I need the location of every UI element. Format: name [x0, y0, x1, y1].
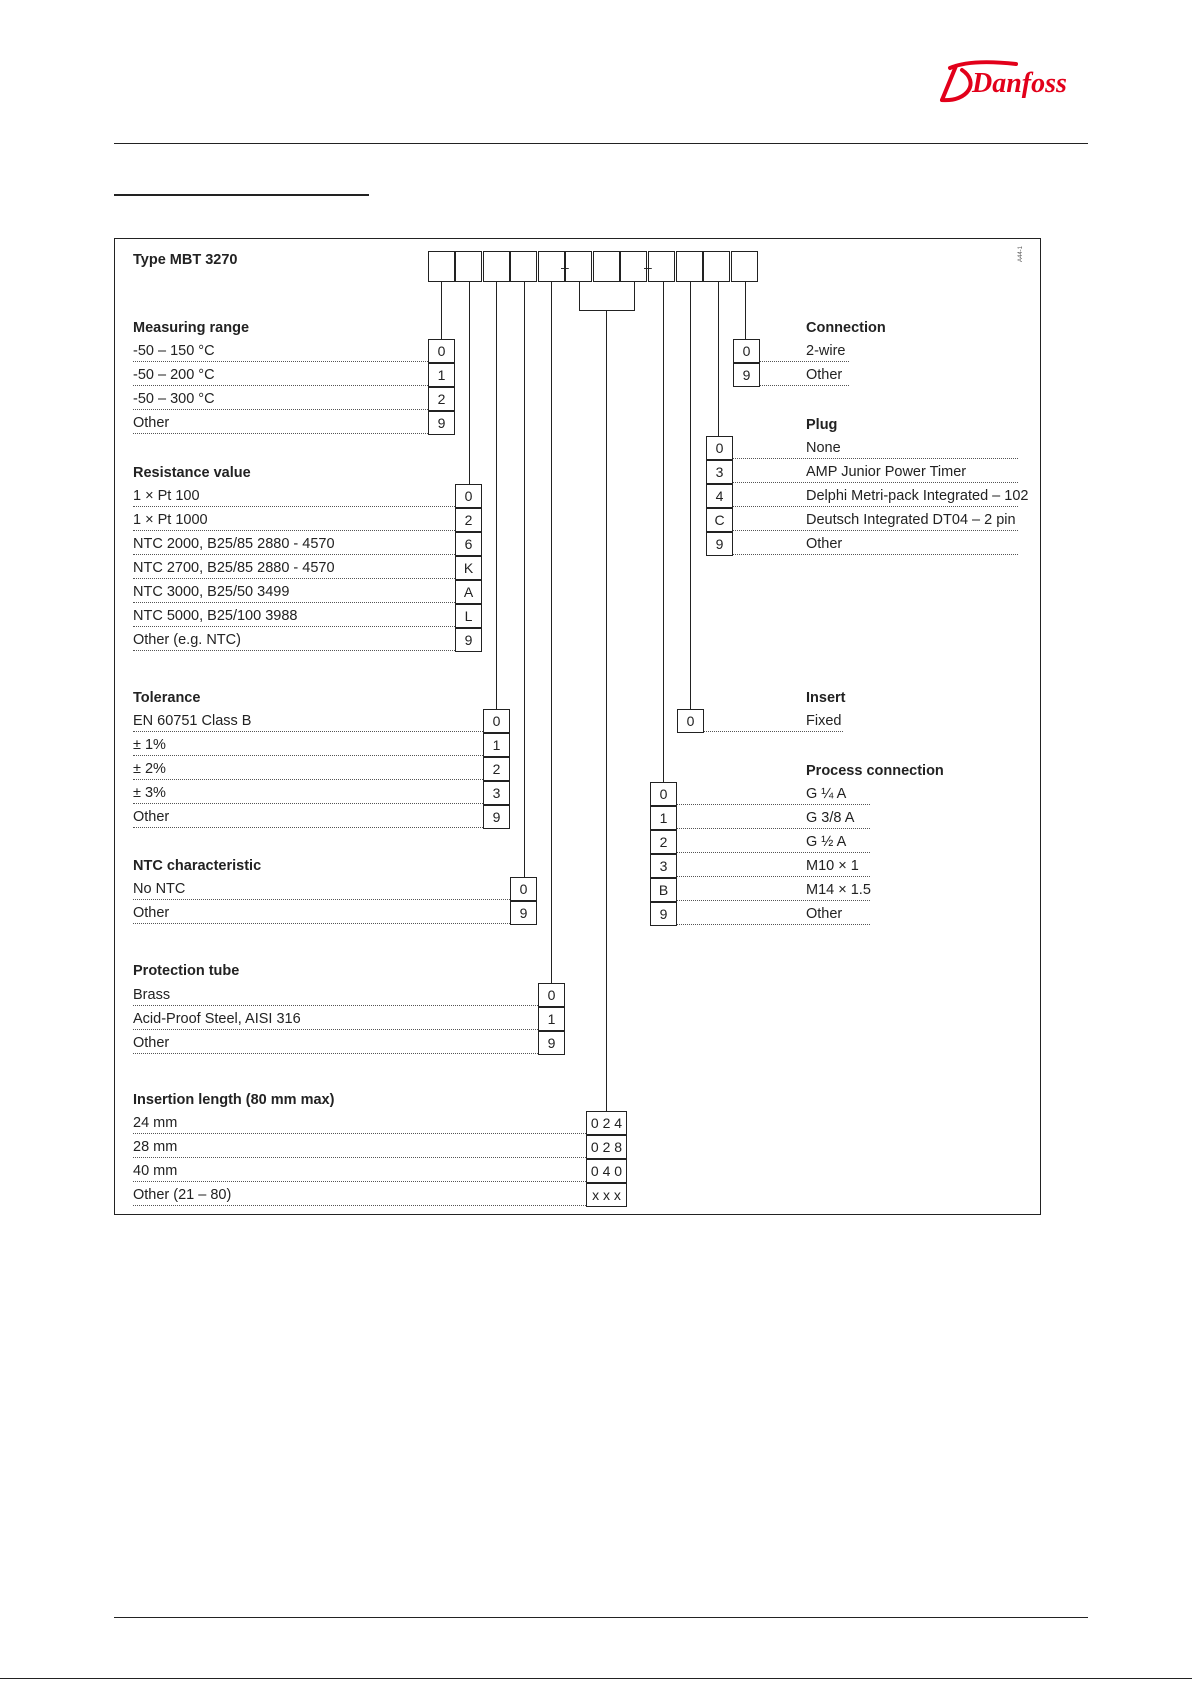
- option-row: [0, 983, 1192, 1007]
- option-code: 0: [677, 709, 704, 733]
- svg-text:Danfoss: Danfoss: [972, 68, 1067, 99]
- option-label: Other: [806, 906, 843, 922]
- option-row: [0, 436, 1192, 460]
- connector-line: [441, 282, 442, 339]
- option-row: [0, 1159, 1192, 1183]
- leader-dots: [733, 482, 1018, 483]
- connector-line: [579, 310, 635, 311]
- drawing-reference: A44-1: [1018, 245, 1024, 262]
- option-row: [0, 902, 1192, 926]
- option-code: 0 4 0: [586, 1159, 627, 1183]
- leader-dots: [133, 1053, 538, 1054]
- connector-line: [469, 484, 470, 485]
- leader-dots: [133, 602, 455, 603]
- leader-dots: [133, 1133, 586, 1134]
- type-code-box: [676, 251, 703, 282]
- group-heading: Process connection: [806, 763, 944, 779]
- connector-line: [496, 709, 497, 710]
- option-row: [0, 733, 1192, 757]
- option-label: Acid-Proof Steel, AISI 316: [133, 1011, 301, 1027]
- connector-line: [469, 282, 470, 484]
- option-label: Other: [133, 905, 170, 921]
- option-label: G ½ A: [806, 834, 847, 850]
- option-code: A: [455, 580, 482, 604]
- group-heading: Resistance value: [133, 465, 251, 481]
- leader-dots: [733, 458, 1018, 459]
- option-row: [0, 484, 1192, 508]
- danfoss-logo: [928, 52, 1088, 112]
- option-code: 2: [650, 830, 677, 854]
- option-code: 0: [455, 484, 482, 508]
- option-code: 9: [706, 532, 733, 556]
- leader-dots: [677, 876, 870, 877]
- option-row: [0, 709, 1192, 733]
- leader-dots: [733, 506, 1018, 507]
- leader-dots: [760, 361, 849, 362]
- option-code: 9: [483, 805, 510, 829]
- option-label: Other: [133, 1035, 170, 1051]
- option-row: [0, 604, 1192, 628]
- option-label: None: [806, 440, 841, 456]
- option-code: 1: [483, 733, 510, 757]
- option-code: 3: [483, 781, 510, 805]
- option-label: NTC 3000, B25/50 3499: [133, 584, 290, 600]
- option-label: ± 3%: [133, 785, 166, 801]
- connector-line: [663, 282, 664, 782]
- type-code-box: [731, 251, 758, 282]
- option-code: 0: [706, 436, 733, 460]
- leader-dots: [133, 1157, 586, 1158]
- option-code: C: [706, 508, 733, 532]
- option-row: [0, 782, 1192, 806]
- option-row: [0, 1135, 1192, 1159]
- section-title-underline: [114, 194, 369, 196]
- leader-dots: [133, 1005, 538, 1006]
- option-row: [0, 1183, 1192, 1207]
- type-code-box: [648, 251, 675, 282]
- option-label: AMP Junior Power Timer: [806, 464, 967, 480]
- option-code: 0 2 4: [586, 1111, 627, 1135]
- option-label: -50 – 300 °C: [133, 391, 215, 407]
- header-rule: [114, 143, 1088, 144]
- option-label: NTC 2700, B25/85 2880 - 4570: [133, 560, 335, 576]
- leader-dots: [133, 409, 428, 410]
- group-heading: Insert: [806, 690, 846, 706]
- option-row: [0, 628, 1192, 652]
- type-code-box: [510, 251, 537, 282]
- option-label: Other (21 – 80): [133, 1187, 232, 1203]
- option-code: 9: [428, 411, 455, 435]
- group-heading: Protection tube: [133, 963, 240, 979]
- option-row: [0, 387, 1192, 411]
- option-row: [0, 1031, 1192, 1055]
- option-code: 0: [428, 339, 455, 363]
- group-heading: Connection: [806, 320, 886, 336]
- option-label: 1 × Pt 1000: [133, 512, 208, 528]
- leader-dots: [133, 1205, 586, 1206]
- group-heading: Measuring range: [133, 320, 250, 336]
- connector-line: [718, 282, 719, 436]
- connector-line: [551, 282, 552, 983]
- type-code-box: [703, 251, 730, 282]
- leader-dots: [677, 804, 870, 805]
- type-code-box: [565, 251, 592, 282]
- option-label: Other: [133, 809, 170, 825]
- leader-dots: [133, 626, 455, 627]
- option-row: [0, 411, 1192, 435]
- option-label: Other: [806, 367, 843, 383]
- dash-separator: –: [644, 259, 652, 275]
- option-code: 0: [483, 709, 510, 733]
- option-label: No NTC: [133, 881, 186, 897]
- option-code: 9: [538, 1031, 565, 1055]
- option-code: 9: [455, 628, 482, 652]
- connector-line: [745, 282, 746, 339]
- option-row: [0, 556, 1192, 580]
- option-label: 2-wire: [806, 343, 846, 359]
- option-code: 0: [510, 877, 537, 901]
- option-row: [0, 1111, 1192, 1135]
- option-code: 2: [483, 757, 510, 781]
- connector-line: [690, 282, 691, 709]
- option-label: EN 60751 Class B: [133, 713, 252, 729]
- option-label: -50 – 150 °C: [133, 343, 215, 359]
- footer-rule: [114, 1617, 1088, 1618]
- dash-separator: –: [561, 259, 569, 275]
- option-label: M14 × 1.5: [806, 882, 871, 898]
- option-label: ± 2%: [133, 761, 166, 777]
- option-code: 1: [428, 363, 455, 387]
- option-row: [0, 830, 1192, 854]
- option-code: x x x: [586, 1183, 627, 1207]
- option-label: 40 mm: [133, 1163, 178, 1179]
- connector-line: [524, 877, 525, 878]
- option-row: [0, 460, 1192, 484]
- type-code-box: [428, 251, 455, 282]
- connector-line: [634, 282, 635, 310]
- option-code: 0: [538, 983, 565, 1007]
- option-code: 2: [428, 387, 455, 411]
- leader-dots: [677, 924, 870, 925]
- leader-dots: [133, 755, 483, 756]
- option-label: 28 mm: [133, 1139, 178, 1155]
- option-code: 0: [650, 782, 677, 806]
- option-code: 3: [706, 460, 733, 484]
- option-row: [0, 878, 1192, 902]
- group-heading: NTC characteristic: [133, 858, 262, 874]
- option-code: 1: [650, 806, 677, 830]
- leader-dots: [704, 731, 843, 732]
- option-row: [0, 339, 1192, 363]
- option-label: 1 × Pt 100: [133, 488, 200, 504]
- leader-dots: [733, 554, 1018, 555]
- leader-dots: [133, 779, 483, 780]
- option-row: [0, 806, 1192, 830]
- option-code: 6: [455, 532, 482, 556]
- group-heading: Plug: [806, 417, 838, 433]
- connector-line: [496, 282, 497, 709]
- option-label: 24 mm: [133, 1115, 178, 1131]
- connector-line: [441, 339, 442, 340]
- option-code: L: [455, 604, 482, 628]
- option-label: ± 1%: [133, 737, 166, 753]
- option-code: 1: [538, 1007, 565, 1031]
- type-code-box: [593, 251, 620, 282]
- option-row: [0, 854, 1192, 878]
- option-code: K: [455, 556, 482, 580]
- option-label: Deutsch Integrated DT04 – 2 pin: [806, 512, 1016, 528]
- option-label: Brass: [133, 987, 171, 1003]
- option-label: Fixed: [806, 713, 842, 729]
- leader-dots: [733, 530, 1018, 531]
- option-label: Other: [133, 415, 170, 431]
- leader-dots: [677, 900, 870, 901]
- option-label: G 3/8 A: [806, 810, 855, 826]
- group-heading: Insertion length (80 mm max): [133, 1092, 335, 1108]
- leader-dots: [133, 650, 455, 651]
- option-code: 3: [650, 854, 677, 878]
- connector-line: [524, 282, 525, 877]
- leader-dots: [677, 852, 870, 853]
- leader-dots: [677, 828, 870, 829]
- option-label: M10 × 1: [806, 858, 859, 874]
- option-label: Delphi Metri-pack Integrated – 102: [806, 488, 1029, 504]
- connector-line: [579, 282, 580, 310]
- leader-dots: [133, 1029, 538, 1030]
- option-label: Other (e.g. NTC): [133, 632, 241, 648]
- option-row: [0, 532, 1192, 556]
- leader-dots: [133, 1181, 586, 1182]
- option-code: 9: [650, 902, 677, 926]
- option-row: [0, 363, 1192, 387]
- option-code: 9: [733, 363, 760, 387]
- option-code: 0: [733, 339, 760, 363]
- option-label: NTC 2000, B25/85 2880 - 4570: [133, 536, 335, 552]
- option-code: B: [650, 878, 677, 902]
- option-label: Other: [806, 536, 843, 552]
- type-code-box: [483, 251, 510, 282]
- option-row: [0, 757, 1192, 781]
- option-code: 4: [706, 484, 733, 508]
- group-heading: Tolerance: [133, 690, 201, 706]
- option-row: [0, 1007, 1192, 1031]
- leader-dots: [133, 433, 428, 434]
- option-code: 0 2 8: [586, 1135, 627, 1159]
- option-label: G ¼ A: [806, 786, 847, 802]
- option-label: -50 – 200 °C: [133, 367, 215, 383]
- type-code-box: [455, 251, 482, 282]
- option-row: [0, 508, 1192, 532]
- type-title: Type MBT 3270: [133, 252, 238, 268]
- option-code: 9: [510, 901, 537, 925]
- page-bottom-rule: [0, 1678, 1192, 1679]
- leader-dots: [133, 578, 455, 579]
- connector-line: [551, 983, 552, 984]
- option-label: NTC 5000, B25/100 3988: [133, 608, 298, 624]
- leader-dots: [760, 385, 849, 386]
- option-row: [0, 580, 1192, 604]
- connector-line: [606, 310, 607, 1111]
- option-code: 2: [455, 508, 482, 532]
